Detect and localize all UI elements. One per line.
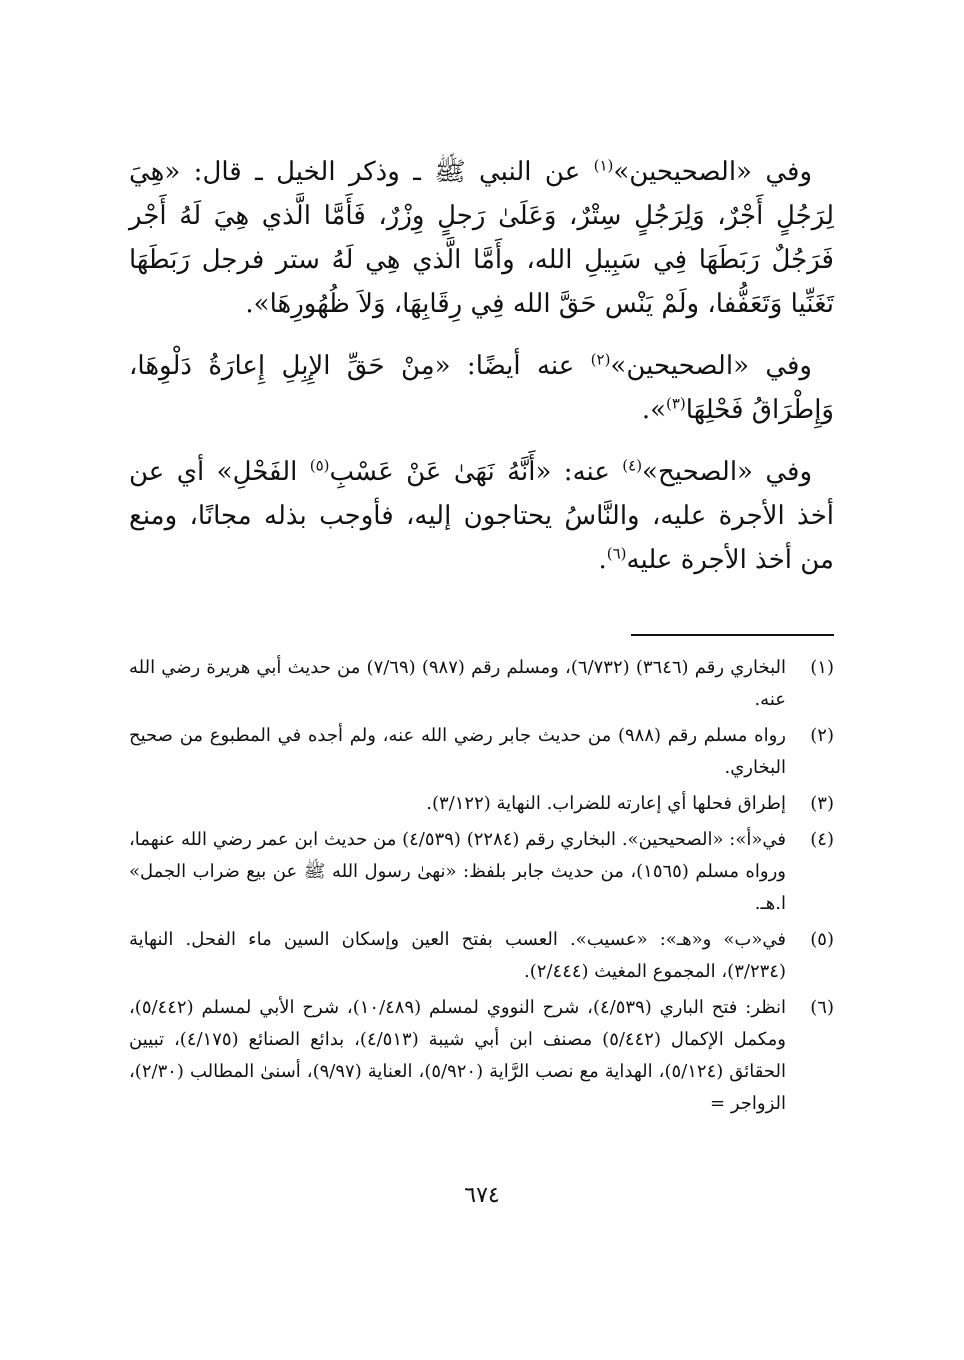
footnote-number: (٢): [810, 725, 834, 746]
paragraph-1: [129, 150, 834, 326]
footnote-ref[interactable]: (٥): [309, 456, 330, 475]
footnote-number: (٦): [810, 997, 834, 1018]
paragraph-text: وفي «الصحيحين»: [610, 351, 812, 381]
footnote-ref[interactable]: (٢): [590, 350, 611, 369]
footnote-6: [129, 992, 834, 1120]
footnote-text: البخاري رقم (٣٦٤٦) (٦/٧٣٢)، ومسلم رقم (٩٨٧) (٧/٦٩) من حديث أبي هريرة رضي الله عنه.: [129, 657, 786, 710]
footnote-ref[interactable]: (٤): [622, 456, 643, 475]
footnote-text: رواه مسلم رقم (٩٨٨) من حديث جابر رضي الله عنه، ولم أجده في المطبوع من صحيح البخاري.: [129, 725, 786, 778]
page-number: ٦٧٤: [464, 1183, 500, 1208]
footnote-text: انظر: فتح الباري (٤/٥٣٩)، شرح النووي لمسلم (١٠/٤٨٩)، شرح الأبي لمسلم (٥/٤٤٢)، ومكمل الإكمال (٥/٤٤٢) مصنف ابن أبي شيبة (٤/٥١٣)، بدائع الصنائع (٤/١٧٥)، تبيين الحقائق (٥/١٢٤)، الهداية مع نصب الرَّاية (٥/٩٢٠)، العناية (٩/٩٧)، أسنىٰ المطالب (٢/٣٠)، الزواجر =: [129, 997, 786, 1114]
footnote-text: في«ب» و«هـ»: «عسيب». العسب بفتح العين وإسكان السين ماء الفحل. النهاية (٣/٢٣٤)، المجموع المغيث (٢/٤٤٤).: [129, 929, 786, 982]
footnote-4: [129, 824, 834, 920]
footnote-text: إطراق فحلها أي إعارته للضراب. النهاية (٣/١٢٢).: [426, 793, 786, 814]
footnote-3: [129, 788, 834, 820]
paragraph-text: وفي «الصحيح»: [642, 457, 813, 487]
footnote-ref[interactable]: (٣): [666, 394, 686, 413]
paragraph-text: الفَحْلِ» أي عن أخذ الأجرة عليه، والنَّاسُ يحتاجون إليه، فأوجب بذله مجانًا، ومنع من أخذ الأجرة عليه: [129, 457, 834, 575]
footnote-2: [129, 720, 834, 784]
paragraph-3: [129, 450, 834, 582]
paragraph-text: عنه: «أَنَّهُ نَهَىٰ عَنْ عَسْبِ: [329, 457, 623, 487]
paragraph-text: عن النبي ﷺ ـ وذكر الخيل ـ قال: «هِيَ لِرَجُلٍ أَجْرٌ، وَلِرَجُلٍ سِتْرٌ، وَعَلَىٰ رَجلٍ وِزْرٌ، فَأَمَّا الَّذي هِيَ لَهُ أَجْر فَرَجُلٌ رَبَطَهَا فِي سَبِيلِ الله، وأَمَّا الَّذي هِي لَهُ ستر فرجل رَبَطَهَا تَغَنِّيا وَتَعَفُّفا، ولَمْ يَنْس حَقَّ الله فِي رِقَابِهَا، وَلاَ ظُهُورِهَا».: [129, 157, 834, 319]
paragraph-2: [129, 344, 834, 432]
footnote-number: (١): [810, 657, 834, 678]
footnote-text: في«أ»: «الصحيحين». البخاري رقم (٢٢٨٤) (٤/٥٣٩) من حديث ابن عمر رضي الله عنهما، ورواه مسلم (١٥٦٥)، من حديث جابر بلفظ: «نهىٰ رسول الله ﷺ عن بيع ضراب الجمل» ا.هـ.: [129, 829, 786, 914]
footnote-number: (٣): [810, 793, 834, 814]
footnote-5: [129, 924, 834, 988]
paragraph-text: ».: [641, 395, 666, 425]
footnote-1: [129, 652, 834, 716]
footnote-number: (٥): [810, 929, 834, 950]
footnote-ref[interactable]: (١): [593, 156, 614, 175]
footnote-number: (٤): [810, 829, 834, 850]
paragraph-text: وفي «الصحيحين»: [613, 157, 812, 187]
paragraph-text: عنه أيضًا: «مِنْ حَقِّ الإِبِلِ إِعارَةُ دَلْوِهَا، وَإِطْرَاقُ فَحْلِهَا: [129, 351, 834, 425]
paragraph-text: .: [598, 545, 607, 575]
footnotes: [129, 652, 834, 1124]
footnote-separator: [631, 634, 834, 636]
footnote-ref[interactable]: (٦): [606, 544, 627, 563]
main-text: [129, 150, 834, 600]
